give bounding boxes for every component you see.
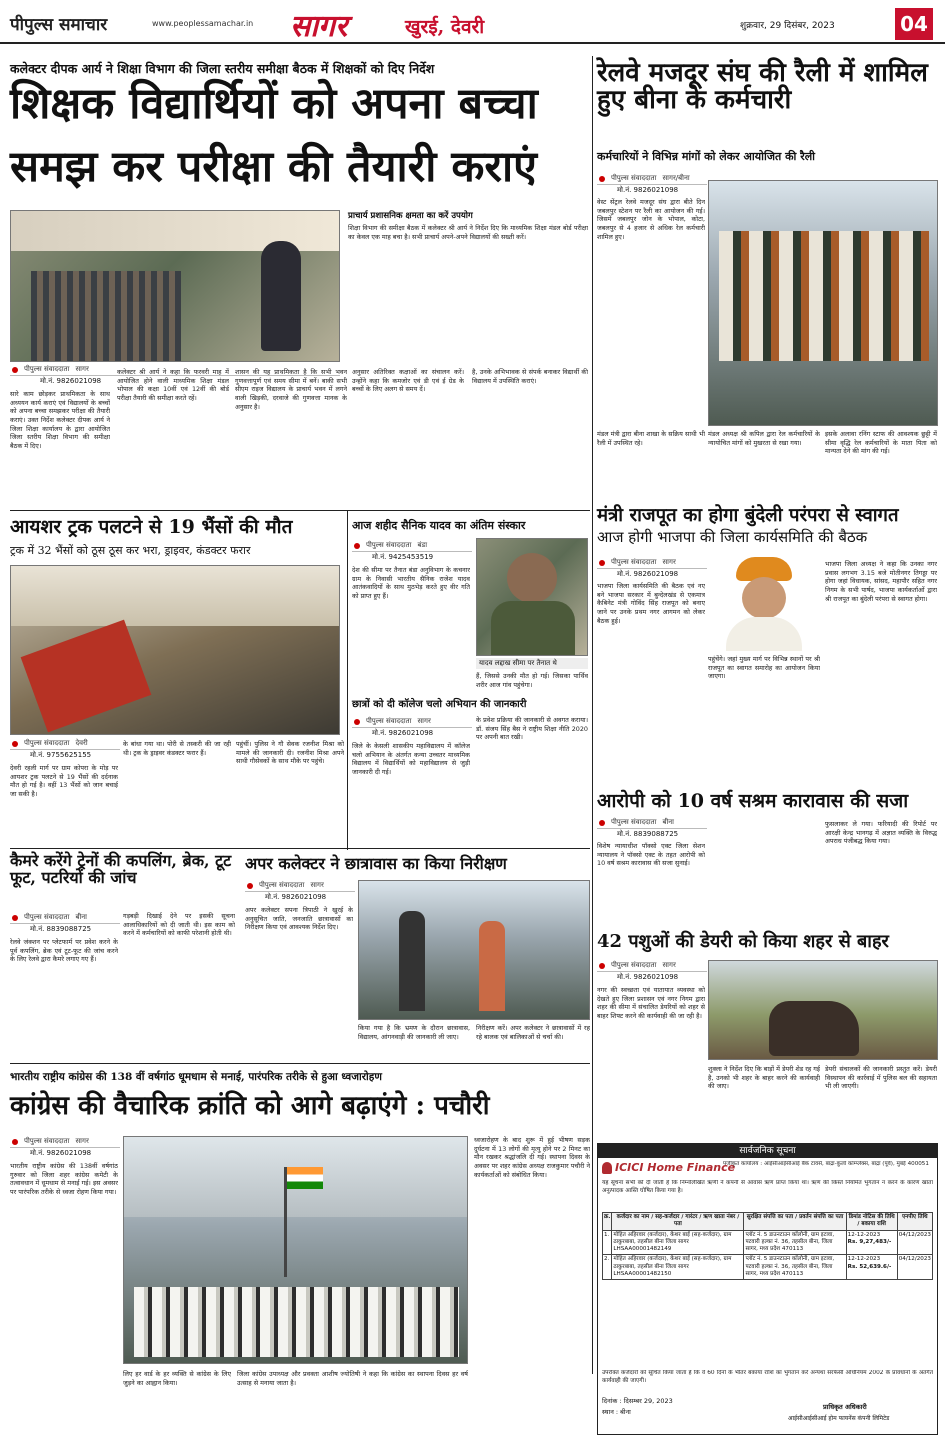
sp-body-1: विशेष न्यायाधीश पॉक्सो एक्ट जिला सेशन न्यायालय ने पॉक्सो एक्ट के तहत आरोपी को 10 वर्ष सश्रम कारावास की सजा सुनाई। [597,842,705,868]
lead-body-6: शिक्षा विभाग की समीक्षा बैठक में कलेक्टर श्री आर्य ने निर्देश दिए कि माध्यमिक शिक्षा मंडल बोर्ड परीक्षा का केवल एक माह बचा है। सभी प्राचार्य अपने-अपने विद्यालयों की सख्ती करें। [348,224,588,241]
notice-header-cell: एनपीए तिथि [897,1213,932,1231]
notice-cell-property: प्लॉट नं. 5 डाउनटाउन कॉलोनी, ग्राम इटावा, पटवारी हल्का नं. 36, तहसील बीना, जिला सागर, मध्य प्रदेश 470113 [744,1230,846,1255]
notice-amount: Rs. 9,27,483/- [847,1238,892,1245]
sp-headline: आरोपी को 10 वर्ष सश्रम कारावास की सजा [597,790,909,812]
dairy-body-3: शुक्ला ने निर्देश दिए कि बाड़ों में डेयरी शेड रह गई है, उनको भी शहर के बाहर करने की कार्यवाही की जाए। [708,1065,820,1091]
minister-body-2: पहुंचेंगे। जहां मुख्य मार्ग पर विभिन्न स्थानों पर श्री राजपूत का स्वागत समारोह का आयोजन किया जाएगा। [708,655,820,681]
trains-byline [10,912,120,924]
minister-byline-name: पीपुल्स संवाददाता [611,558,657,566]
divider [347,510,348,850]
congress-byline-name: पीपुल्स संवाददाता [24,1137,70,1145]
trains-body-2: गड़बड़ी दिखाई देने पर इसकी सूचना आलाधिकारियों को दी जाती थी। इस काम को करने में कर्मचारियों को काफी परेशानी होती थी। [123,912,235,938]
hostel-body-2: किया गया है कि भ्रमण के दौरान छात्रावास, विद्यालय, आंगनवाड़ी की जानकारी ली जाए। [358,1024,470,1041]
martyr-body-2: हैं, जिससे उनकी मौत हो गई। जिसका पार्थिव शरीर आज गांव पहुंचेगा। [476,672,588,689]
truck-byline [10,738,120,750]
lead-body-5: है, उनके अभिभावक से संपर्क बनाकर विद्यार्थी की विद्यालय में उपस्थिति कराएं। [472,368,588,385]
rail-body-3: मंडल अध्यक्ष श्री कपिल द्वारा रेल कर्मचारियों के न्यायोचित मांगों को मुखरता से रखा गया। [708,430,820,447]
congress-body-2: लिए हर वार्ड के हर व्यक्ति से कांग्रेस के लिए जुड़ने का आह्वान किया। [123,1370,231,1387]
college-byline-place: सागर [417,717,431,725]
congress-body-3: जिला कांग्रेस उपाध्यक्ष और प्रवक्ता आशीष ज्योतिषी ने कहा कि कांग्रेस का स्थापना दिवस हर वर्ष उत्साह से मनाया जाता है। [237,1370,468,1387]
divider [10,1063,590,1064]
lead-headline-2: समझ कर परीक्षा की तैयारी कराएं [10,142,537,192]
hostel-body-3: निरीक्षण करें। अपर कलेक्टर ने छात्रावासों में रह रहे बालक एवं बालिकाओं से चर्चा की। [476,1024,590,1041]
dairy-body-2: डेयरी संचालकों की जानकारी प्रस्तुत करें। डेयरी विस्थापन की कार्रवाई में पुलिस बल की सहायता भी ली जाएगी। [825,1065,937,1091]
martyr-caption: यादव लद्दाख सीमा पर तैनात थे [476,658,588,669]
notice-cell-borrower: मोहित अहिरवार (कर्जदार), केशर बाई (सह-कर्जदार), ग्राम ठाकुरबाबा, तहसील बीना जिला सागर LHSAA00001482149 [612,1230,744,1255]
notice-table [602,1212,933,1280]
congress-byline [10,1136,120,1148]
truck-subhead: ट्रक में 32 भैंसों को ठूस ठूस कर भरा, ड्राइवर, कंडक्टर फरार [10,544,251,557]
minister-portrait [712,555,817,651]
college-byline-name: पीपुल्स संवाददाता [366,717,412,725]
lead-photo [10,210,340,362]
minister-byline [597,557,707,569]
martyr-photo [476,538,588,656]
trains-mobile: मो.नं. 8839088725 [30,925,92,933]
notice-company: ICICI Home Finance [615,1161,736,1174]
notice-header-cell: डिमांड नोटिस की तिथि / बकाया राशि [846,1213,897,1231]
notice-cell-date [846,1230,897,1255]
dairy-mobile: मो.नं. 9826021098 [617,973,679,981]
rail-photo [708,180,938,426]
city-name: सागर [290,9,348,44]
notice-header-cell: क्र. [603,1213,612,1231]
hostel-headline: अपर कलेक्टर ने छात्रावास का किया निरीक्षण [245,854,507,873]
truck-byline-place: देवरी [75,739,88,747]
notice-cell-no: 2. [603,1255,612,1280]
minister-mobile: मो.नं. 9826021098 [617,570,679,578]
sp-byline-name: पीपुल्स संवाददाता [611,818,657,826]
hostel-byline [245,880,355,892]
minister-body-3: भाजपा जिला अध्यक्ष ने कहा कि उनका नगर प्रवास लगभग 3.15 बजे मोतीनगर तिगड्डा पर होगा जहां विधायक, सांसद, महापौर सहित नगर निगम के सभी पार्षद, भाजपा कार्यकर्ताओं द्वारा श्री राजपूत का बुंदेली परंपरा से स्वागत होगा। [825,560,937,603]
notice-header-cell: कर्जदार का नाम / सह-कर्जदार / गारंटर / ऋण खाता नंबर / पता [612,1213,744,1231]
college-body-1: जिले के केसली शासकीय महाविद्यालय में कॉलेज चलो अभियान के अंतर्गत कन्या उच्चतर माध्यमिक विद्यालय में विद्यार्थियों को महाविद्यालय से जुड़ी जानकारी दी गई। [352,742,470,776]
dairy-byline-place: सागर [662,961,676,969]
notice-amount: Rs. 52,639.6/- [847,1263,892,1270]
congress-body-4: ध्वजारोहण के बाद शुरू में हुई भीषण सड़क दुर्घटना में 13 लोगों की मृत्यु होने पर 2 मिनट का मौन रखकर श्रद्धांजलि दी गई। स्थापना दिवस के अवसर पर शहर कांग्रेस अध्यक्ष राजकुमार पचौरी ने कार्यकर्ताओं को संबोधित किया। [474,1136,590,1179]
lead-body-1: सारे काम छोड़कर प्राथमिकता के साथ अध्ययन कार्य कराएं एवं विद्यालयों के बच्चों को अपना बच्चा समझकर परीक्षा की तैयारी कराएं। उक्त निर्देश कलेक्टर दीपक आर्य ने जिला शिक्षा कार्यालय के द्वारा आयोजित जिला स्तरीय शिक्षा विभाग की समीक्षा बैठक में दिए। [10,390,110,450]
notice-office: पंजीकृत कार्यालय : आईसीआईसीआई बैंक टावर्स, बांद्रा-कुर्ला कॉम्प्लेक्स, बांद्रा (पूर्व), मुंबई 400051 [723,1161,929,1167]
public-notice [597,1143,938,1435]
rail-byline-name: पीपुल्स संवाददाता [611,174,657,182]
trains-byline-name: पीपुल्स संवाददाता [24,913,70,921]
paper-name: पीपुल्स समाचार [10,15,108,35]
minister-body-1: भाजपा जिला कार्यसमिति की बैठक एवं नए बने भाजपा सरकार में बुन्देलखंड से एकमात्र कैबिनेट मंत्री गोविंद सिंह राजपूत को बनाए जाने पर उनके प्रथम नगर आगमन को लेकर बैठक हुई। [597,582,705,625]
divider [10,848,590,849]
notice-banner: सार्वजनिक सूचना [598,1144,937,1158]
trains-headline: कैमरे करेंगे ट्रेनों की कपलिंग, ब्रेक, टूट फूट, पटरियों की जांच [10,851,232,887]
hostel-body-1: अपर कलेक्टर सपना त्रिपाठी ने खुरई के अनुसूचित जाति, जनजाति छात्रावासों का निरीक्षण किया एवं आवश्यक निर्देश दिए। [245,906,353,932]
martyr-headline: आज शहीद सैनिक यादव का अंतिम संस्कार [352,519,526,532]
congress-mobile: मो.नं. 9826021098 [30,1149,92,1157]
college-mobile: मो.नं. 9826021098 [372,729,434,737]
rail-body-2: मंडल मंत्री द्वारा बीना शाखा के सक्रिय साथी भी रैली में उपस्थित रहे। [597,430,705,447]
hostel-byline-name: पीपुल्स संवाददाता [259,881,305,889]
notice-cell-borrower: मोहित अहिरवार (कर्जदार), केशर बाई (सह-कर्जदार), ग्राम ठाकुरबाबा, तहसील बीना जिला सागर LHSAA00001482150 [612,1255,744,1280]
rail-body-4: इसके अलावा रनिंग स्टाफ की आवश्यक छुट्टी में सीमा वृद्धि रेल कर्मचारियों के माता पिता को मान्यता देने की मांग की गई। [825,430,937,456]
notice-intro: यह सूचना सभी को दी जाती है कि निम्नलिखित ऋणी ने कंपनी से आवास ऋण प्राप्त किया था। ऋण की किस्तें नियमित भुगतान न करने के कारण खाता अनुत्पादक आस्ति घोषित किया गया है। [602,1180,933,1194]
sp-body-2: फुसलाकर ले गया। फरियादी की रिपोर्ट पर आरक्षी केन्द्र भानगढ़ में अज्ञात व्यक्ति के विरुद्ध अपराध पंजीबद्ध किया गया। [825,820,937,846]
truck-body-3: पहुंचीं। पुलिस ने गौ सेवक रजनीश मिश्रा को मामले की जानकारी दी। रजनीश मिश्रा अपने साथी गौसेवकों के साथ मौके पर पहुंचे। [236,740,344,766]
notice-cell-no: 1. [603,1230,612,1255]
notice-signatory: प्राधिकृत अधिकारी [823,1403,867,1411]
icici-logo-icon [602,1162,612,1174]
minister-subhead: आज होगी भाजपा की जिला कार्यसमिति की बैठक [597,528,868,546]
notice-demand-date: 12-12-2023 [847,1231,881,1238]
rail-byline [597,173,707,185]
sub-cities: खुरई, देवरी [405,16,485,38]
notice-place: स्थान : बीना [602,1408,631,1416]
martyr-body-1: देश की सीमा पर तैनात बंडा अनुविभाग के कचनार ग्राम के निवासी भारतीय सैनिक राजेश यादव आतंकवादियों के साथ मुठभेड़ करते हुए वीर गति को प्राप्त हुए हैं। [352,566,470,600]
martyr-byline-place: बंडा [417,541,428,549]
lead-byline-name: पीपुल्स संवाददाता [24,365,70,373]
notice-footer: उपरोक्त कर्जदारों को सूचित किया जाता है कि वे 60 दिनों के भीतर बकाया राशि का भुगतान करें अन्यथा सरफेसी अधिनियम 2002 के प्रावधानों के अंतर्गत कार्यवाही की जाएगी। [602,1370,933,1384]
congress-headline: कांग्रेस की वैचारिक क्रांति को आगे बढ़ाएंगे : पचौरी [10,1091,490,1121]
notice-header-cell: सुरक्षित संपत्ति का पता / प्रवर्तन संपत्ति का पता [744,1213,846,1231]
page-number: 04 [895,8,933,40]
rail-subhead: कर्मचारियों ने विभिन्न मांगों को लेकर आयोजित की रैली [597,150,816,163]
congress-photo [123,1136,468,1364]
rail-headline: रेलवे मजदूर संघ की रैली में शामिल हुए बीना के कर्मचारी [597,58,928,116]
lead-headline-1: शिक्षक विद्यार्थियों को अपना बच्चा [10,79,538,129]
college-byline [352,716,472,728]
masthead [0,0,945,44]
dairy-body-1: नगर की स्वच्छता एवं यातायात व्यवस्था को देखते हुए जिला प्रशासन एवं नगर निगम द्वारा शहर की सीमा में संचालित डेयरियों को शहर से बाहर शिफ्ट करने की कार्यवाही की जा रही है। [597,986,705,1020]
notice-demand-date: 12-12-2023 [847,1256,881,1263]
truck-photo [10,565,340,735]
truck-mobile: मो.नं. 9755625155 [30,751,92,759]
hostel-byline-place: सागर [310,881,324,889]
minister-headline: मंत्री राजपूत का होगा बुंदेली परंपरा से स्वागत [597,505,899,526]
divider [592,56,593,1374]
trains-byline-place: बीना [75,913,87,921]
rail-byline-place: सागर/बीना [662,174,690,182]
congress-byline-place: सागर [75,1137,89,1145]
martyr-byline-name: पीपुल्स संवाददाता [366,541,412,549]
notice-date: दिनांक : दिसम्बर 29, 2023 [602,1397,673,1405]
college-body-2: के प्रवेश प्रक्रिया की जानकारी से अवगत कराया। डॉ. संजय सिंह बैस ने राष्ट्रीय शिक्षा नीति 2020 पर अपनी बात रखी। [476,716,588,742]
lead-subhead: प्राचार्य प्रशासनिक क्षमता का करें उपयोग [348,211,473,221]
lead-kicker: कलेक्टर दीपक आर्य ने शिक्षा विभाग की जिला स्तरीय समीक्षा बैठक में शिक्षकों को दिए निर्देश [10,61,435,76]
notice-row [603,1230,933,1255]
notice-signatory-company: आईसीआईसीआई होम फायनेंस कंपनी लिमिटेड [788,1415,890,1422]
notice-cell-property: प्लॉट नं. 5 डाउनटाउन कॉलोनी, ग्राम इटावा, पटवारी हल्का नं. 36, तहसील बीना, जिला सागर, मध्य प्रदेश 470113 [744,1255,846,1280]
notice-cell-date [846,1255,897,1280]
minister-byline-place: सागर [662,558,676,566]
notice-row [603,1255,933,1280]
congress-kicker: भारतीय राष्ट्रीय कांग्रेस की 138 वीं वर्षगांठ धूमधाम से मनाई, पारंपरिक तरीके से हुआ ध्वजारोहण [10,1071,382,1083]
rail-mobile: मो.नं. 9826021098 [617,186,679,194]
college-headline: छात्रों को दी कॉलेज चलो अभियान की जानकारी [352,699,527,710]
dairy-photo [708,960,938,1060]
lead-byline-place: सागर [75,365,89,373]
hostel-mobile: मो.नं. 9826021098 [265,893,327,901]
truck-byline-name: पीपुल्स संवाददाता [24,739,70,747]
martyr-byline [352,540,472,552]
trains-body-1: रेलवे जंक्शन पर प्लेटफार्म पर प्रवेश करने के पूर्व कपलिंग, ब्रेक एवं टूट-फूट की जांच करने के लिए रेलवे द्वारा कैमरे लगाए गए हैं। [10,938,118,964]
notice-cell-npa: 04/12/2023 [897,1255,932,1280]
website: www.peoplessamachar.in [152,19,254,28]
dairy-headline: 42 पशुओं की डेयरी को किया शहर से बाहर [597,931,889,952]
sp-mobile: मो.नं. 8839088725 [617,830,679,838]
lead-body-2: कलेक्टर श्री आर्य ने कहा कि फरवरी माह में आयोजित होने वाली माध्यमिक शिक्षा मंडल भोपाल की कक्षा 10वीं एवं 12वीं की बोर्ड परीक्षा तैयारी की समीक्षा करते रहें। [117,368,229,402]
lead-body-3: शासन की यह प्राथमिकता है कि सभी भवन गुणवत्तापूर्ण एवं समय सीमा में बनें। बाकी सभी सीएम राइज विद्यालय के प्राचार्य भवन में लगने वाली खिड़की, दरवाजे की गुणवत्ता मानक के अनुसार है। [235,368,347,411]
dairy-byline [597,960,707,972]
martyr-mobile: मो.नं. 9425453519 [372,553,434,561]
truck-body-1: देवरी रहली मार्ग पर ग्राम कोपरा के मोड़ पर आयशर ट्रक पलटने से 19 भैंसों की दर्दनाक मौत हो गई है। वहीं 13 भैंसों को जान बचाई जा सकी है। [10,764,118,798]
lead-body-4: अनुसार अतिरिक्त कक्षाओं का संचालन करें। उन्होंने कहा कि कमजोर एवं डी एवं ई ग्रेड के बच्चों के लिए अलग से समय दें। [352,368,464,394]
divider [10,510,590,511]
dairy-byline-name: पीपुल्स संवाददाता [611,961,657,969]
sp-byline-place: बीना [662,818,674,826]
sp-byline [597,817,707,829]
congress-body-1: भारतीय राष्ट्रीय कांग्रेस की 138वीं वर्षगांठ गुरुवार को जिला शहर कांग्रेस कमेटी के तत्वावधान में धूमधाम से मनाई गई। इस अवसर पर पारंपरिक तरीके से ध्वजा रोहण किया गया। [10,1162,118,1196]
notice-cell-npa: 04/12/2023 [897,1230,932,1255]
hostel-photo [358,880,590,1020]
lead-mobile: मो.नं. 9826021098 [40,377,102,385]
truck-headline: आयशर ट्रक पलटने से 19 भैंसों की मौत [10,516,293,538]
truck-body-2: के बांधा गया था। पोरी से तस्करी की जा रही थी। ट्रक के ड्राइवर कंडक्टर फरार हैं। [123,740,231,757]
rail-body-1: वेस्ट सेंट्रल रेलवे मजदूर संघ द्वारा बीते दिन जबलपुर स्टेशन पर रैली का आयोजन की गई। जिसमें जबलपुर जोन के भोपाल, कोटा, जबलपुर से 4 हजार से अधिक रेल कर्मचारी शामिल हुए। [597,198,705,241]
issue-date: शुक्रवार, 29 दिसंबर, 2023 [740,21,835,31]
